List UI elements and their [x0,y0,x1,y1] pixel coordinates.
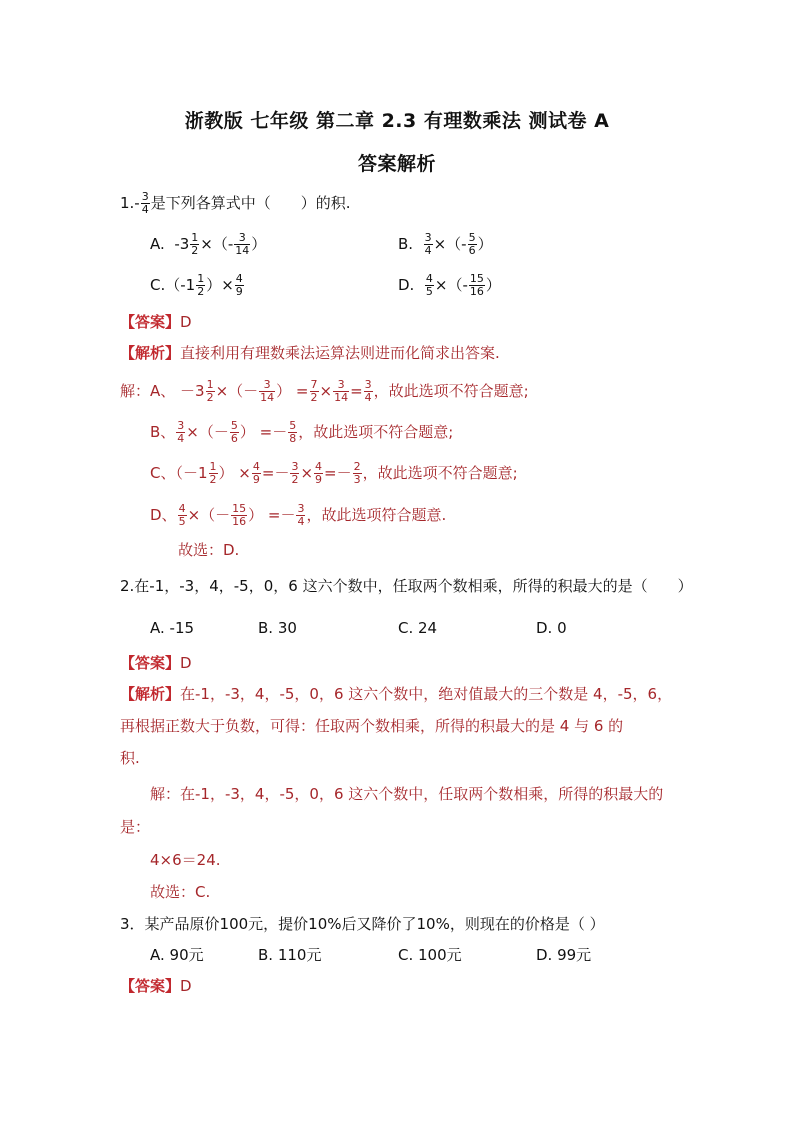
denominator: 2 [310,391,318,404]
denominator: 2 [206,391,214,404]
fraction [190,232,199,257]
denominator: 3 [353,473,361,486]
numerator: 3 [424,231,432,244]
q3-option-d: D. 99元 [536,946,592,964]
numerator: 1 [191,231,199,244]
numerator: 3 [141,190,149,203]
numerator: 5 [289,419,297,432]
fraction [424,232,433,257]
numerator: 3 [259,379,275,392]
q2-solution-line-3: 4×6＝24. [150,851,221,869]
numerator: 3 [364,378,372,391]
q2-solution-line-2: 是： [120,818,151,836]
numerator: 3 [297,502,305,515]
denominator: 2 [291,473,299,486]
fraction [333,379,349,404]
denominator: 14 [334,391,349,404]
denominator: 2 [209,473,217,486]
denominator: 5 [178,515,186,528]
q1-stem: 1.- $\frac{3}{4}$ 是下列各算式中（ ）的积. [120,190,351,216]
numerator: 1 [197,272,205,285]
fraction [235,273,244,298]
q1-solution-b: B、 $\frac{3}{4}$ ×（－ $\frac{5}{6}$ ） =－ $\frac{5}{8}$ ，故此选项不符合题意; [150,419,454,445]
q1-solution-d: D、 $\frac{4}{5}$ ×（－ $\frac{15}{16}$ ） =－ $\frac{3}{4}$ ，故此选项符合题意. [150,502,447,528]
q2-option-b: B. 30 [258,619,297,637]
numerator: 15 [232,502,247,515]
denominator: 4 [141,203,149,216]
fraction [290,461,299,486]
q3-option-a: A. 90元 [150,946,204,964]
denominator: 5 [425,285,433,298]
fraction [141,191,150,216]
denominator: 4 [297,515,305,528]
fraction [314,461,323,486]
numerator: 3 [333,379,349,392]
q3-option-c: C. 100元 [398,946,462,964]
denominator: 14 [235,244,250,257]
numerator: 3 [234,232,250,245]
numerator: 2 [353,460,361,473]
fraction [259,379,275,404]
fraction [209,461,218,486]
denominator: 6 [468,244,476,257]
q1-option-b: B. $\frac{3}{4}$ ×（- $\frac{5}{6}$ ） [398,231,493,257]
q3-stem: 3．某产品原价100元，提价10%后又降价了10%，则现在的价格是（ ） [120,915,605,933]
denominator: 4 [177,432,185,445]
q2-option-d: D. 0 [536,619,567,637]
denominator: 16 [469,285,484,298]
denominator: 2 [191,244,199,257]
fraction [364,379,373,404]
fraction [234,232,250,257]
fraction [425,273,434,298]
q1-option-d: D. $\frac{4}{5}$ ×（- $\frac{15}{16}$ ） [398,272,501,298]
denominator: 9 [235,285,243,298]
numerator: 4 [425,272,433,285]
q2-analysis-line-2: 再根据正数大于负数，可得：任取两个数相乘，所得的积最大的是 4 与 6 的 [120,717,624,735]
q1-answer: 【答案】D [120,313,192,331]
document-subtitle: 答案解析 [357,153,436,175]
fraction [231,503,247,528]
denominator: 9 [315,473,323,486]
denominator: 9 [252,473,260,486]
q1-option-a: A. -3 $\frac{1}{2}$ ×（- $\frac{3}{14}$ ） [150,231,267,257]
denominator: 6 [230,432,238,445]
fraction [353,461,362,486]
q1-option-c: C.（-1 $\frac{1}{2}$ ）× $\frac{4}{9}$ [150,272,243,298]
denominator: 4 [364,391,372,404]
denominator: 8 [289,432,297,445]
q2-analysis-line-1: 【解析】在-1，-3，4，-5，0，6 这六个数中，绝对值最大的三个数是 4，-5，6， [120,685,673,703]
q3-answer: 【答案】D [120,977,192,995]
fraction [176,420,185,445]
numerator: 1 [209,460,217,473]
fraction [206,379,215,404]
q2-conclusion: 故选：C. [150,883,211,901]
document-title: 浙教版 七年级 第二章 2.3 有理数乘法 测试卷 A [184,110,610,132]
q2-solution-line-1: 解：在-1，-3，4，-5，0，6 这六个数中，任取两个数相乘，所得的积最大的 [150,785,664,803]
fraction [468,232,477,257]
numerator: 1 [206,378,214,391]
q2-option-c: C. 24 [398,619,438,637]
fraction [469,273,485,298]
q3-option-b: B. 110元 [258,946,322,964]
numerator: 7 [310,378,318,391]
q1-analysis: 【解析】直接利用有理数乘法运算法则进而化简求出答案. [120,344,500,362]
q2-option-a: A. -15 [150,619,195,637]
denominator: 14 [260,391,275,404]
fraction [230,420,239,445]
numerator: 15 [469,272,484,285]
numerator: 3 [291,460,299,473]
fraction [288,420,297,445]
fraction [196,273,205,298]
numerator: 4 [315,460,323,473]
fraction [310,379,319,404]
q2-analysis-line-3: 积. [120,749,140,767]
q1-solution-c: C、（－1 $\frac{1}{2}$ ） × $\frac{4}{9}$ =－ $\frac{3}{2}$ × $\frac{4}{9}$ =－ $\frac{2}{3}$ ，故此选项不符合题意; [150,460,518,486]
numerator: 4 [235,272,243,285]
numerator: 4 [178,502,186,515]
denominator: 4 [424,244,432,257]
numerator: 5 [468,231,476,244]
numerator: 4 [252,460,260,473]
denominator: 16 [232,515,247,528]
fraction [296,503,305,528]
numerator: 3 [177,419,185,432]
q1-conclusion: 故选：D. [178,541,240,559]
fraction [178,503,187,528]
q2-stem: 2.在-1，-3，4，-5，0，6 这六个数中，任取两个数相乘，所得的积最大的是（ ） [120,577,693,595]
numerator: 5 [230,419,238,432]
q2-answer: 【答案】D [120,654,192,672]
q1-solution-a: 解：A、 －3 $\frac{1}{2}$ ×（－ $\frac{3}{14}$ ） = $\frac{7}{2}$ × $\frac{3}{14}$ = $\frac{3}{4}$ ，故此选项不符合题意; [120,378,529,404]
denominator: 2 [197,285,205,298]
fraction [252,461,261,486]
